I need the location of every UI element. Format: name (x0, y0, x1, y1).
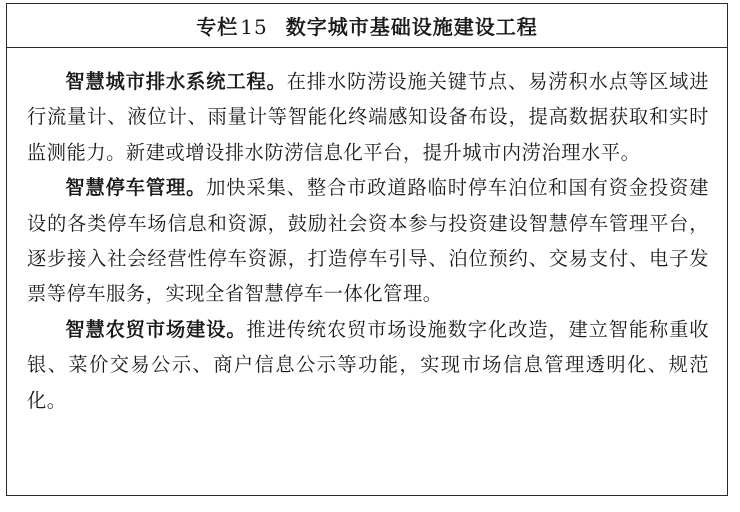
box-heading: 数字城市基础设施建设工程 (285, 15, 538, 39)
paragraph-text: 推进传统农贸市场设施数字化改造，建立智能称重收银、菜价交易公示、商户信息公示等功能，实现市场信息管理透明化、规范化。 (27, 317, 709, 412)
box-title (196, 11, 537, 40)
box-header (7, 4, 727, 48)
paragraph-lead: 智慧农贸市场建设。 (65, 317, 247, 341)
paragraph-parking (27, 170, 709, 312)
box-label: 专栏 (196, 15, 239, 39)
box-body (7, 48, 727, 418)
paragraph-text: 加快采集、整合市政道路临时停车泊位和国有资金投资建设的各类停车场信息和资源，鼓励社会资本参与投资建设智慧停车管理平台，逐步接入社会经营性停车资源，打造停车引导、泊位预约、交易支付、电子发票等停车服务，实现全省智慧停车一体化管理。 (27, 176, 710, 306)
box-number: 15 (240, 15, 268, 39)
paragraph-text: 在排水防涝设施关键节点、易涝积水点等区域进行流量计、液位计、雨量计等智能化终端感知设备布设，提高数据获取和实时监测能力。新建或增设排水防涝信息化平台，提升城市内涝治理水平。 (27, 70, 709, 164)
paragraph-lead: 智慧城市排水系统工程。 (65, 70, 287, 93)
paragraph-market (27, 312, 709, 418)
paragraph-drainage (27, 64, 709, 170)
paragraph-lead: 智慧停车管理。 (65, 176, 207, 200)
feature-box (6, 3, 728, 496)
